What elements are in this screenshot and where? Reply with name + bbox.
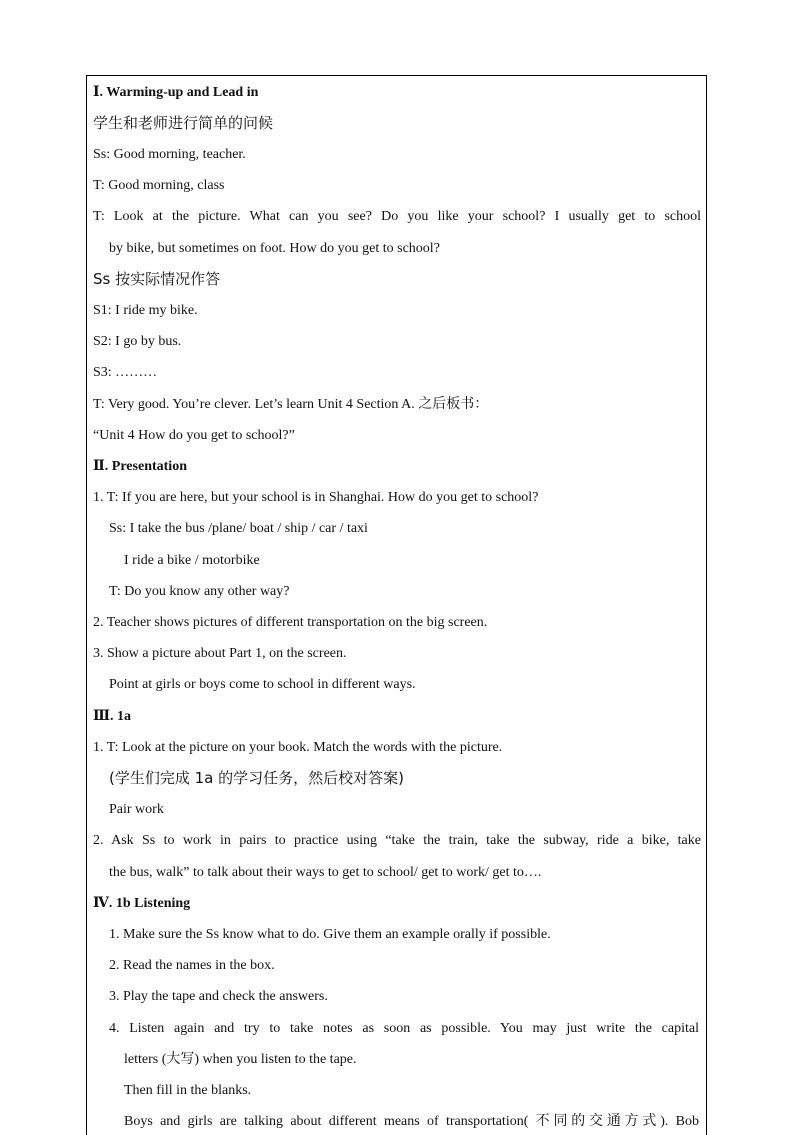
- text-line: the bus, walk” to talk about their ways to get to school/ get to work/ get to….: [109, 865, 542, 880]
- text-line: 3. Show a picture about Part 1, on the screen.: [93, 646, 347, 661]
- text-line: Then fill in the blanks.: [124, 1083, 252, 1098]
- text-line: S2: I go by bus.: [93, 334, 182, 349]
- section-heading-presentation: Ⅱ. Presentation: [93, 459, 187, 474]
- text-line: (学生们完成 1a 的学习任务，然后校对答案): [109, 769, 404, 787]
- text-line: 2. Teacher shows pictures of different transportation on the big screen.: [93, 615, 488, 630]
- text-line: Ss: Good morning, teacher.: [93, 147, 246, 162]
- section-heading-1b: Ⅳ. 1b Listening: [93, 896, 191, 911]
- text-line: Pair work: [109, 802, 164, 817]
- text-line: T: Very good. You’re clever. Let’s learn Unit 4 Section A. 之后板书：: [93, 397, 489, 412]
- text-line: Point at girls or boys come to school in different ways.: [109, 677, 416, 692]
- section-heading-1a: Ⅲ. 1a: [93, 709, 132, 724]
- text-line: 4. Listen again and try to take notes as soon as possible. You may just write the capital: [109, 1021, 699, 1036]
- text-line: T: Do you know any other way?: [109, 584, 290, 599]
- table-cell-frame: [86, 75, 707, 1135]
- text-line: 学生和老师进行简单的问候: [93, 114, 274, 132]
- text-line: 1. T: If you are here, but your school is in Shanghai. How do you get to school?: [93, 490, 539, 505]
- text-line: “Unit 4 How do you get to school?”: [93, 428, 295, 443]
- text-line: S3: ………: [93, 365, 158, 380]
- text-line: letters (大写) when you listen to the tape.: [124, 1052, 357, 1067]
- text-line: Boys and girls are talking about different means of transportation( 不同的交通方式). Bob: [124, 1114, 699, 1129]
- text-line: 1. Make sure the Ss know what to do. Give them an example orally if possible.: [109, 927, 551, 942]
- text-line: Ss 按实际情况作答: [93, 270, 221, 288]
- text-line: T: Good morning, class: [93, 178, 225, 193]
- text-line: T: Look at the picture. What can you see? Do you like your school? I usually get to school: [93, 209, 701, 224]
- text-line: Ss: I take the bus /plane/ boat / ship / car / taxi: [109, 521, 368, 536]
- text-line: 2. Read the names in the box.: [109, 958, 275, 973]
- text-line: I ride a bike / motorbike: [124, 553, 260, 568]
- text-line: S1: I ride my bike.: [93, 303, 198, 318]
- text-line: by bike, but sometimes on foot. How do you get to school?: [109, 241, 440, 256]
- text-line: 2. Ask Ss to work in pairs to practice using “take the train, take the subway, ride a bike, take: [93, 833, 701, 848]
- text-line: 1. T: Look at the picture on your book. Match the words with the picture.: [93, 740, 503, 755]
- text-line: 3. Play the tape and check the answers.: [109, 989, 328, 1004]
- section-heading-warmup: Ⅰ. Warming-up and Lead in: [93, 85, 259, 100]
